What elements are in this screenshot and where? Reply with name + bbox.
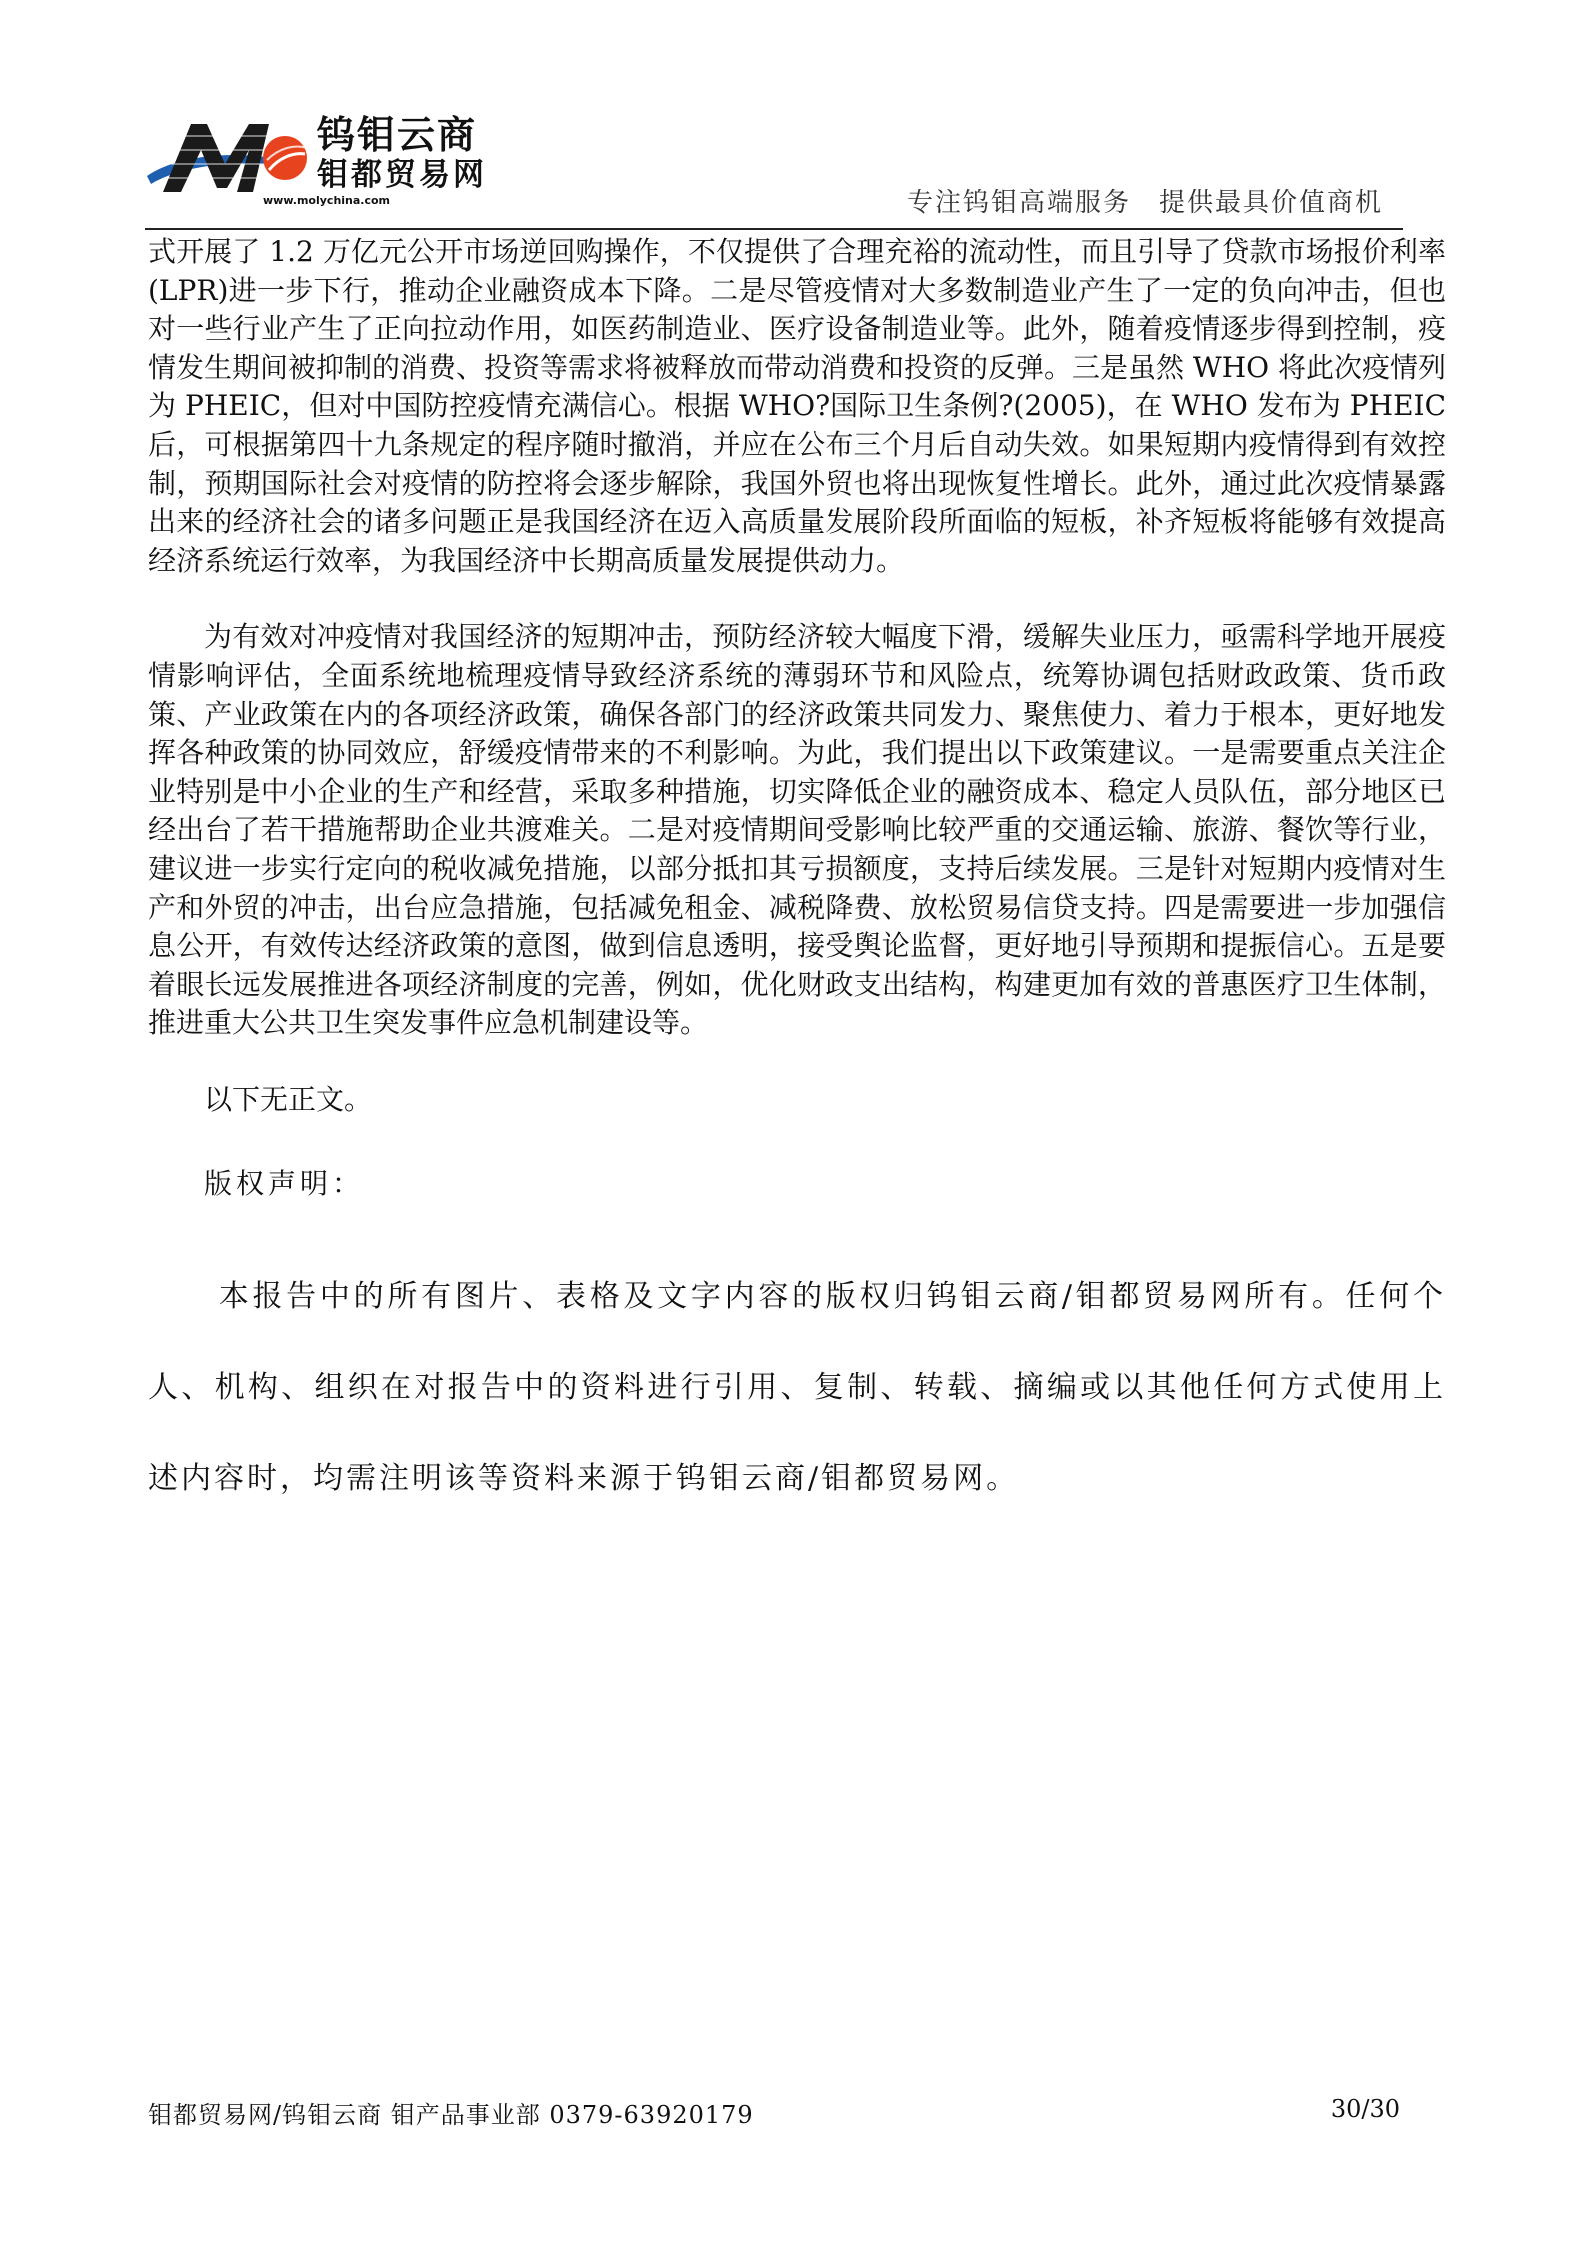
page-footer [148, 2095, 1408, 2135]
end-note: 以下无正文。 [204, 1082, 373, 1116]
logo-title: 钨钼云商 [317, 113, 478, 157]
header-slogan: 专注钨钼高端服务 提供最具价值商机 [906, 188, 1383, 218]
company-logo [145, 110, 505, 210]
copyright-text [148, 1251, 1446, 1524]
body-paragraph-2: 为有效对冲疫情对我国经济的短期冲击，预防经济较大幅度下滑，缓解失业压力，亟需科学地开展疫情影响评估，全面系统地梳理疫情导致经济系统的薄弱环节和风险点，统筹协调包括财政政策、货币政策、产业政策在内的各项经济政策，确保各部门的经济政策共同发力、聚焦使力、着力于根本，更好地发挥各种政策的协同效应，舒缓疫情带来的不利影响。为此，我们提出以下政策建议。一是需要重点关注企业特别是中小企业的生产和经营，采取多种措施，切实降低企业的融资成本、稳定人员队伍，部分地区已经出台了若干措施帮助企业共渡难关。二是对疫情期间受影响比较严重的交通运输、旅游、餐饮等行业，建议进一步实行定向的税收减免措施，以部分抵扣其亏损额度，支持后续发展。三是针对短期内疫情对生产和外贸的冲击，出台应急措施，包括减免租金、减税降费、放松贸易信贷支持。四是需要进一步加强信息公开，有效传达经济政策的意图，做到信息透明，接受舆论监督，更好地引导预期和提振信心。五是要着眼长远发展推进各项经济制度的完善，例如，优化财政支出结构，构建更加有效的普惠医疗卫生体制，推进重大公共卫生突发事件应急机制建设等。 [148, 620, 1446, 1040]
document-body [148, 233, 1446, 1524]
page-number: 30/30 [1330, 2095, 1400, 2123]
body-paragraph-1: 式开展了 1.2 万亿元公开市场逆回购操作，不仅提供了合理充裕的流动性，而且引导了贷款市场报价利率(LPR)进一步下行，推动企业融资成本下降。二是尽管疫情对大多数制造业产生了一定的负向冲击，但也对一些行业产生了正向拉动作用，如医药制造业、医疗设备制造业等。此外，随着疫情逐步得到控制，疫情发生期间被抑制的消费、投资等需求将被释放而带动消费和投资的反弹。三是虽然 WHO 将此次疫情列为 PHEIC，但对中国防控疫情充满信心。根据 WHO?国际卫生条例?(2005)，在 WHO 发布为 PHEIC 后，可根据第四十九条规定的程序随时撤消，并应在公布三个月后自动失效。如果短期内疫情得到有效控制，预期国际社会对疫情的防控将会逐步解除，我国外贸也将出现恢复性增长。此外，通过此次疫情暴露出来的经济社会的诸多问题正是我国经济在迈入高质量发展阶段所面临的短板，补齐短板将能够有效提高经济系统运行效率，为我国经济中长期高质量发展提供动力。 [148, 235, 1446, 577]
page-header [145, 110, 1403, 228]
logo-mark-icon [145, 118, 315, 198]
copyright-text-content: 本报告中的所有图片、表格及文字内容的版权归钨钼云商/钼都贸易网所有。任何个人、机构、组织在对报告中的资料进行引用、复制、转载、摘编或以其他任何方式使用上述内容时，均需注明该等资料来源于钨钼云商/钼都贸易网。 [148, 1278, 1446, 1496]
copyright-title: 版权声明： [204, 1166, 365, 1200]
footer-contact: 钼都贸易网/钨钼云商 钼产品事业部 0379-63920179 [148, 2101, 754, 2129]
logo-url: www.molychina.com [263, 194, 391, 207]
header-divider [145, 228, 1403, 230]
logo-subtitle: 钼都贸易网 [317, 157, 487, 193]
